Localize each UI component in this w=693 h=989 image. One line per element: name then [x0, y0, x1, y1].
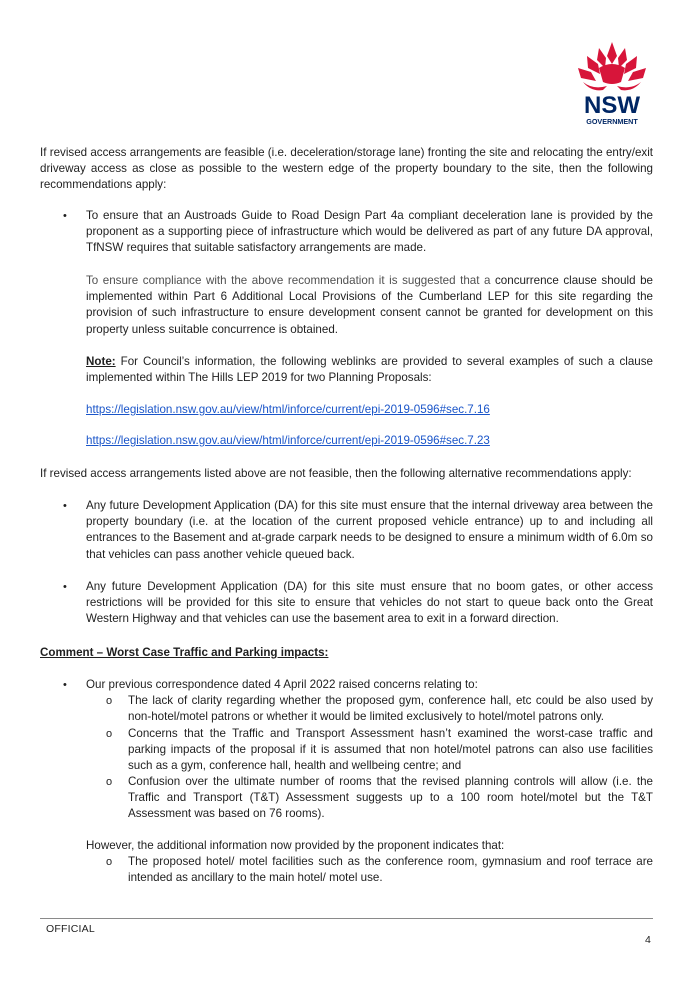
- note-text: For Council’s information, the following weblinks are provided to several examples of such a clause implemented within The Hills LEP 2019 for two Planning Proposals:: [86, 355, 653, 385]
- however-paragraph: However, the additional information now provided by the proponent indicates that:: [86, 839, 505, 852]
- link-row-1: [86, 402, 653, 418]
- legislation-link-sec-7-23[interactable]: https://legislation.nsw.gov.au/view/html/inforce/current/epi-2019-0596#sec.7.23: [86, 434, 490, 447]
- note-paragraph: [86, 354, 653, 386]
- sub-bullet-room-numbers: Confusion over the ultimate number of rooms that the revised planning controls will allow (i.e. the Traffic and Transport (T&T) Assessment suggests up to a 100 room hotel/motel but the T&T Assessment was based on 76 rooms).: [128, 775, 653, 821]
- concurrence-paragraph: [86, 273, 653, 338]
- page-number: 4: [645, 934, 651, 946]
- sub-bullet-marker: o: [106, 776, 113, 788]
- logo-wordmark: NSW: [584, 92, 640, 119]
- intro-paragraph: If revised access arrangements are feasible (i.e. deceleration/storage lane) fronting the site and relocating the entry/exit driveway access as close as possible to the western edge of the property boundary to the site, then the following recommendations apply:: [40, 146, 653, 192]
- concurrence-rest: concurrence clause should be implemented within Part 6 Additional Local Provisions of the Cumberland LEP for this site regarding the provision of such infrastructure to ensure development consent cannot be granted for development on this property unless suitable concurrence is obtained.: [86, 274, 653, 336]
- alternative-paragraph: If revised access arrangements listed above are not feasible, then the following alternative recommendations apply:: [40, 467, 632, 480]
- bullet-driveway-width: Any future Development Application (DA) for this site must ensure that the internal driveway area between the property boundary (i.e. at the location of the current proposed vehicle entrance) up to and including all entrances to the Basement and at-grade carpark needs to be designed to ensure a minimum width of 6.0m so that vehicles can pass another vehicle queued back.: [86, 499, 653, 561]
- note-label: Note:: [86, 355, 116, 368]
- security-classification: OFFICIAL: [46, 923, 95, 935]
- bullet-marker: •: [63, 500, 67, 512]
- bullet-marker: •: [63, 210, 67, 222]
- nsw-government-logo: [569, 38, 655, 128]
- sub-bullet-traffic-assessment: Concerns that the Traffic and Transport Assessment hasn’t examined the worst-case traffic and parking impacts of the proposal if it is assumed that non hotel/motel patrons can also use facilities such as a gym, conference hall, health and wellbeing centre; and: [128, 727, 653, 773]
- footer-divider: [40, 918, 653, 919]
- bullet-previous-correspondence: Our previous correspondence dated 4 April 2022 raised concerns relating to:: [86, 678, 478, 691]
- bullet-marker: •: [63, 581, 67, 593]
- section-heading: Comment – Worst Case Traffic and Parking impacts:: [40, 646, 329, 659]
- bullet-boom-gates: Any future Development Application (DA) for this site must ensure that no boom gates, or other access restrictions will be provided for this site to ensure that vehicles do not start to queue back onto the Great Western Highway and that vehicles can use the basement area to exit in a forward direction.: [86, 580, 653, 626]
- link-row-2: [86, 433, 653, 449]
- concurrence-prefix: To ensure compliance with the above recommendation it is suggested that a: [86, 274, 491, 287]
- sub-bullet-clarity: The lack of clarity regarding whether the proposed gym, conference hall, etc could be also used by non-hotel/motel patrons or whether it would be limited exclusively to hotel/motel patrons only.: [128, 694, 653, 724]
- bullet-deceleration-lane: To ensure that an Austroads Guide to Road Design Part 4a compliant deceleration lane is provided by the proponent as a supporting piece of infrastructure which would be delivered as part of any future DA approval, TfNSW requires that suitable satisfactory arrangements are made.: [86, 209, 653, 255]
- bullet-marker: •: [63, 679, 67, 691]
- logo-subtitle: GOVERNMENT: [586, 117, 638, 126]
- sub-bullet-marker: o: [106, 728, 113, 740]
- legislation-link-sec-7-16[interactable]: https://legislation.nsw.gov.au/view/html/inforce/current/epi-2019-0596#sec.7.16: [86, 403, 490, 416]
- sub-bullet-ancillary-facilities: The proposed hotel/ motel facilities such as the conference room, gymnasium and roof terrace are intended as ancillary to the main hotel/ motel use.: [128, 855, 653, 885]
- sub-bullet-marker: o: [106, 695, 113, 707]
- sub-bullet-marker: o: [106, 856, 113, 868]
- waratah-icon: [569, 38, 655, 128]
